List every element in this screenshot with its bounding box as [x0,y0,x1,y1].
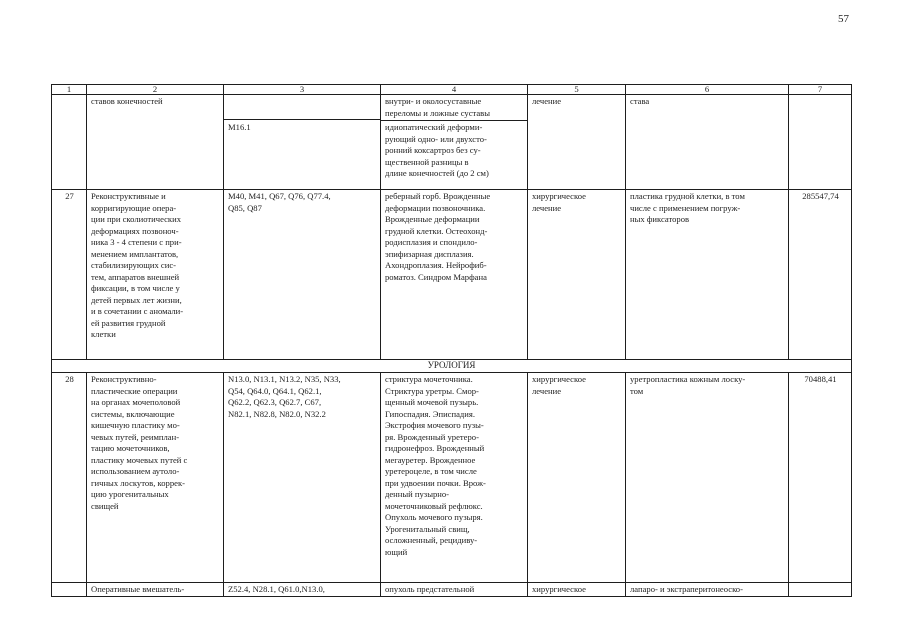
price: 285547,74 [789,190,852,360]
row-number: 27 [52,190,87,360]
diagnosis-codes: M16.1 [228,122,251,132]
price: 70488,41 [789,373,852,583]
row-number [52,583,87,597]
disease-model: реберный горб. Врожденные деформации позвоночника. Врожденные деформации грудной клетки. Остеохонд- родисплазия и спондило- эпифизарная дисплазия. Ахондроплазия. Нейрофиб- роматоз. Синдром Марфана [381,190,528,360]
disease-model: внутри- и околосуставные переломы и ложные суставы [381,96,527,121]
procedure-name: Реконструктивно- пластические операции на органах мочеполовой системы, включающие кишечную пластику мо- чевых путей, реимплан- тацию мочеточников, пластику мочевых путей с использованием аутоло- гичных лоскутов, коррек- цию урогенитальных свищей [87,373,224,583]
procedure-name: ставов конечностей [87,95,224,190]
row-number [52,95,87,190]
treatment-method: лапаро- и экстраперитонеоско- [626,583,789,597]
column-header: 6 [626,85,789,95]
disease-model: идиопатический деформи- рующий одно- или двухсто- ронний коксартроз без су- щественной разницы в длине конечностей (до 2 см) [385,122,489,178]
treatment-type: хирургическое лечение [528,190,626,360]
column-header: 3 [224,85,381,95]
column-header: 1 [52,85,87,95]
page-number: 57 [838,13,849,25]
column-header: 2 [87,85,224,95]
column-number-row [52,85,852,95]
section-header-row [52,360,852,373]
disease-model-cell [381,95,528,190]
price [789,583,852,597]
column-header: 5 [528,85,626,95]
medical-procedures-table [51,84,852,597]
treatment-type: лечение [528,95,626,190]
treatment-method: пластика грудной клетки, в том числе с применением погруж- ных фиксаторов [626,190,789,360]
diagnosis-codes [224,95,380,120]
treatment-method: става [626,95,789,190]
column-header: 4 [381,85,528,95]
section-title: УРОЛОГИЯ [52,360,852,373]
diagnosis-codes-cell [224,95,381,190]
diagnosis-codes: Z52.4, N28.1, Q61.0,N13.0, [224,583,381,597]
diagnosis-codes: N13.0, N13.1, N13.2, N35, N33, Q54, Q64.0, Q64.1, Q62.1, Q62.2, Q62.3, Q62.7, C67, N82.1, N82.8, N82.0, N32.2 [224,373,381,583]
procedure-name: Оперативные вмешатель- [87,583,224,597]
row-number: 28 [52,373,87,583]
table-row [52,583,852,597]
diagnosis-codes: M40, M41, Q67, Q76, Q77.4, Q85, Q87 [224,190,381,360]
price [789,95,852,190]
disease-model: опухоль предстательной [381,583,528,597]
column-header: 7 [789,85,852,95]
treatment-method: уретропластика кожным лоску- том [626,373,789,583]
table-row [52,95,852,190]
treatment-type: хирургическое [528,583,626,597]
treatment-type: хирургическое лечение [528,373,626,583]
procedure-name: Реконструктивные и корригирующие опера- ции при сколиотических деформациях позвоноч- ника 3 - 4 степени с при- менением имплантатов, стабилизирующих сис- тем, аппаратов внешней фиксации, в том числе у детей первых лет жизни, и в сочетании с аномали- ей развития грудной клетки [87,190,224,360]
disease-model: стриктура мочеточника. Стриктура уретры. Смор- щенный мочевой пузырь. Гипоспадия. Эписпадия. Экстрофия мочевого пузы- ря. Врожденный уретеро- гидронефроз. Врожденный мегауретер. Врожденное уретероцеле, в том числе при удвоении почки. Врож- денный пузырно- мочеточниковый рефлюкс. Опухоль мочевого пузыря. Урогенитальный свищ, осложненный, рецидиву- ющий [381,373,528,583]
table-row [52,190,852,360]
table-row [52,373,852,583]
